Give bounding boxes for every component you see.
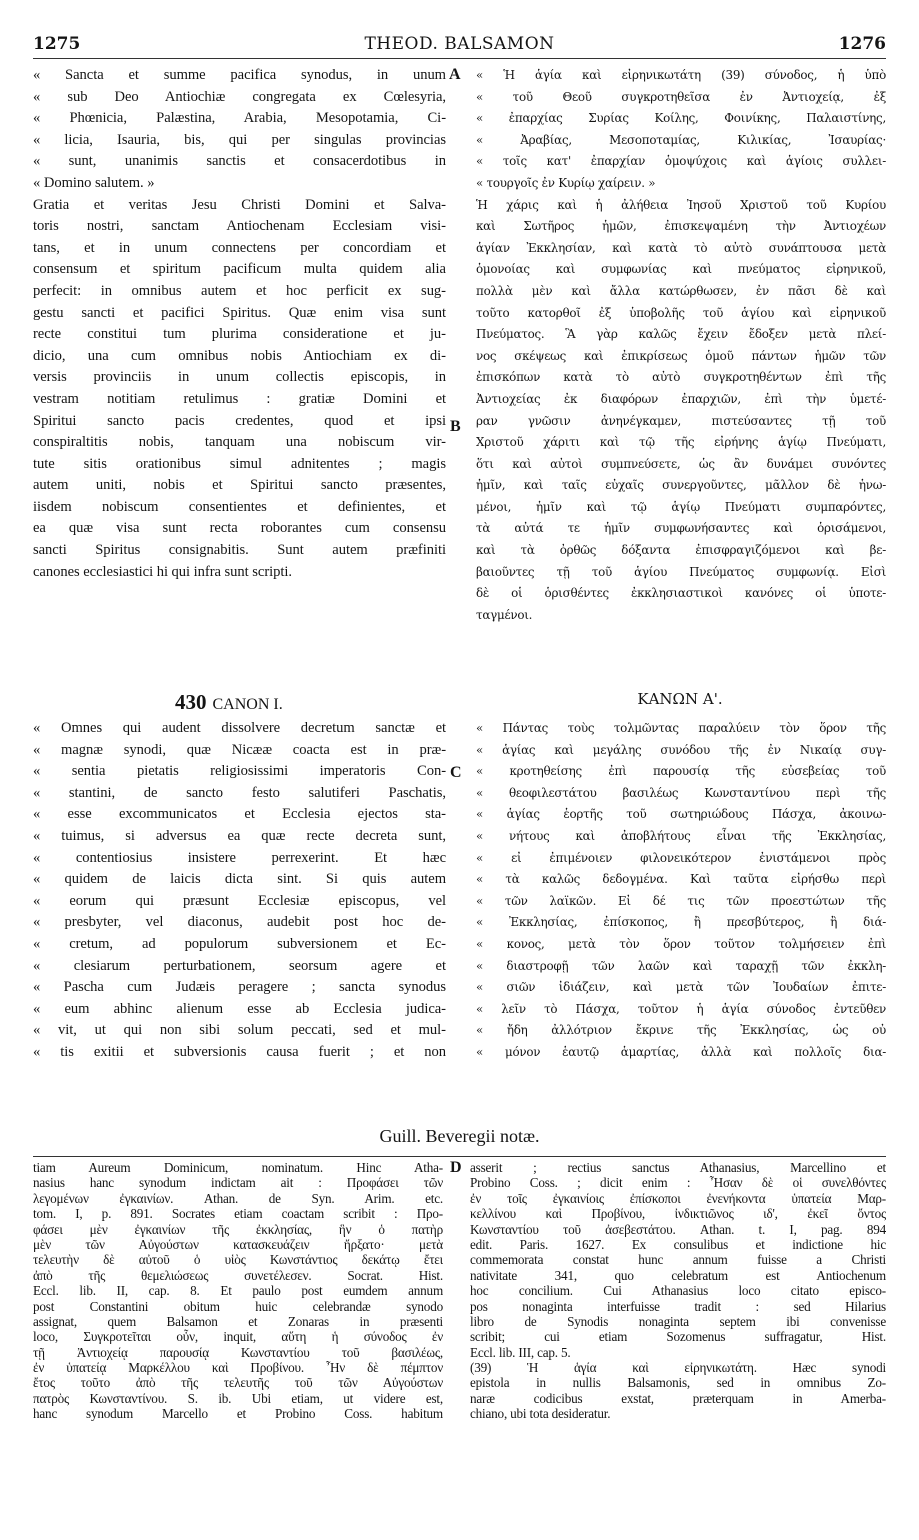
note-line: πατρὸς Κωνσταντίνου. S. ib. Ubi etiam, ut videre est, [33,1390,443,1406]
note-line: chiano, ubi tota desideratur. [470,1406,611,1422]
greek-canon-line: « θεοφιλεστάτου βασιλέως Κωνσταντίνου περὶ τῆς [476,785,886,800]
latin-canon-line: « stantini, de sancto festo salutiferi Paschatis, [33,784,446,801]
page-number-left: 1275 [33,34,81,54]
latin-line: tute sitis orationibus simul adnitentes ; magis [33,455,446,472]
margin-letter-c: C [450,764,462,781]
note-line: scribit; cui etiam Sozomenus suffragatur, Hist. [470,1329,886,1345]
greek-line: ραν γνῶσιν ἀνηνέγκαμεν, πιστεύσαντες τῇ τοῦ [476,413,886,428]
page-number-right: 1276 [838,34,886,54]
greek-canon-line: « τὰ καλῶς δεδογμένα. Καὶ ταῦτα εἰρήσθω περὶ [476,872,886,887]
greek-line: καὶ Σωτῆρος ἡμῶν, ἐπισκεψαμένη τὴν Ἀντιοχέων [476,219,886,234]
notes-rule [33,1156,886,1157]
note-line: loco, Συγκροτεῖται οὖν, inquit, αὕτη ἡ σύνοδος ἐν [33,1329,443,1345]
latin-line: ea quæ visa sunt recta roborantes cum consensu [33,520,446,537]
margin-letter-a: A [449,66,461,83]
latin-line: Gratia et veritas Jesu Christi Domini et Salva- [33,196,446,213]
greek-line: μένοι, ἡμῖν καὶ τῷ ἁγίῳ Πνεύματι συμπαρόντες, [476,499,886,514]
latin-line: « sunt, unanimis sanctis et consacerdotibus in [33,153,446,170]
note-line: Κωνσταντίου τοῦ ἀσεβεστάτου. Athan. t. I, pag. 894 [470,1221,886,1237]
latin-canon-line: « tis exitii et subversionis causa fuerit ; et non [33,1043,446,1060]
latin-line: tans, et in unum connectens per concordiam et [33,239,446,256]
latin-line: toris nostri, sanctam Antiochenam Ecclesiam visi- [33,218,446,235]
greek-letter-text [476,65,886,626]
latin-canon-text [33,718,446,1064]
notes-left-column [33,1160,443,1422]
canon-heading-greek: ΚΑΝΩΝ Α'. [637,690,723,708]
latin-canon-line: « contentiosius insistere perrexerint. Et hæc [33,849,446,866]
greek-line: Πνεύματος. Ἃ γὰρ καλῶς ἔχειν ἔδοξεν μετὰ πλεί- [476,327,886,342]
latin-canon-line: « eum abhinc alienum esse ab Ecclesia judica- [33,1000,446,1017]
greek-canon-line: « Ἐκκλησίας, ἐπίσκοπος, ἢ πρεσβύτερος, ἢ διά- [476,915,886,930]
greek-line: τὰ αὐτά τε ἡμῖν συμφωνήσαντες καὶ ὁρισάμενοι, [476,521,886,536]
greek-line: ὅτι καὶ αὐτοὶ συμπνεύσετε, ὡς ἂν δυνάμει συνόντες [476,456,886,471]
latin-line: conspiraltitis nobis, tanquam una nobiscum vir- [33,434,446,451]
note-line: μὲν τῶν Αὐγούστων κατασκευάζειν ἤρξατο· μετὰ [33,1236,443,1252]
note-line: Eccl. lib. III, cap. 5. [470,1344,571,1360]
latin-canon-line: « esse excommunicatos et Ecclesia ejectos sta- [33,806,446,823]
note-line: edit. Paris. 1627. Ex consulibus et indictione hic [470,1236,886,1252]
note-line: naræ codicibus exstat, præterquam in Amerba- [470,1390,886,1406]
note-line: κελλίνου καὶ Προβίνου, ἰνδικτιῶνος ιδ', ἐκεῖ ὄντος [470,1206,886,1222]
greek-line: Ἀντιοχείας ἐκ διαφόρων ἐπαρχιῶν, ἐπὶ τὴν ὑμετέ- [476,391,886,406]
latin-line: sancti Spiritus consignabitis. Sunt autem præfiniti [33,542,446,559]
note-line: tom. I, p. 891. Socrates etiam coactam scribit : Προ- [33,1206,443,1222]
notes-right-column [470,1160,886,1422]
greek-line: Ἡ χάρις καὶ ἡ ἀλήθεια Ἰησοῦ Χριστοῦ τοῦ Κυρίου [476,197,886,212]
greek-canon-line: « διαστροφῇ τῶν λαῶν καὶ ταραχῇ τῶν ἐκκλη- [476,958,886,973]
greek-canon-line: « ἁγίας καὶ μεγάλης συνόδου τῆς ἐν Νικαίᾳ συγ- [476,742,886,757]
latin-line: gestu sancti et pacifici Spiritus. Quæ enim visa sunt [33,304,446,321]
greek-line: ὁμονοίας καὶ συμφωνίας καὶ πνεύματος εἰρηνικοῦ, [476,262,886,277]
greek-line: « ἐπαρχίας Συρίας Κοίλης, Φοινίκης, Παλαιστίνης, [476,111,886,126]
latin-line: recte constitui tum plurima consideratione et ju- [33,326,446,343]
marginal-number: 430 [175,690,207,714]
note-line: ἐν ὑπατείᾳ Μαρκέλλου καὶ Προβίνου. Ἦν δὲ πέμπτον [33,1360,443,1376]
note-line: ἔτος τοῦτο ἀπὸ τῆς τελευτῆς τοῦ τῶν Αὐγούστων [33,1375,443,1391]
notes-title: Guill. Beveregii notæ. [379,1126,540,1146]
latin-canon-line: « sentia pietatis religiosissimi imperatoris Con- [33,763,446,780]
greek-line: « Ἡ ἁγία καὶ εἰρηνικωτάτη (39) σύνοδος, ἡ ὑπὸ [476,68,886,82]
margin-letter-b: B [450,418,461,435]
greek-line: ἡμῖν, καὶ ταῖς εὐχαῖς συνεργοῦντες, μᾶλλον δὲ ἡνω- [476,478,886,493]
greek-line: « τουργοῖς ἐν Κυρίῳ χαίρειν. » [476,175,656,190]
note-line: nativitate 341, quo celebratum est Antiochenum [470,1267,886,1283]
latin-line: « licia, Isauria, bis, qui per singulas provincias [33,131,446,148]
latin-line: dicio, una cum omnibus nobis Antiochiam ex di- [33,347,446,364]
latin-letter-text [33,65,446,583]
note-line: λεγομένων ἐγκαινίων. Athan. de Syn. Arim. etc. [33,1190,443,1206]
greek-line: νος σκέψεως καὶ ἐπικρίσεως ὁμοῦ πάντων ἡμῶν τῶν [476,348,886,363]
note-line: τῇ Ἀντιοχείᾳ παρουσίᾳ Κωνσταντίου τοῦ βασιλέως, [33,1344,443,1360]
note-line: Eccl. lib. II, cap. 8. Et paulo post eumdem annum [33,1283,443,1299]
greek-line: ἐπισκόπων κατὰ τὸ αὐτὸ συγκροτηθέντων ἐπὶ τῆς [476,370,886,385]
greek-canon-text [476,718,886,1064]
note-line: hoc concilium. Cui Athanasius loco citato episco- [470,1283,886,1299]
latin-line: versis provinciis in unum collectis episcopis, in [33,369,446,386]
canon-title-latin: CANON I. [212,696,283,713]
latin-line: consensum et spiritum pacificum multa quidem alia [33,261,446,278]
greek-line: ἁγίαν Ἐκκλησίαν, καὶ κατὰ τὸ αὐτὸ συνάπτουσα μετὰ [476,240,886,255]
latin-canon-line: « clesiarum perturbationem, seorsum agere et [33,957,446,974]
latin-canon-line: « presbyter, vel diaconus, audebit post hoc de- [33,914,446,931]
note-line: epistola in nullis Balsamonis, sed in omnibus Zo- [470,1375,886,1391]
note-line: hanc synodum Marcello et Probino Coss. habitum [33,1406,443,1422]
note-line: nasius hanc synodum indictam ait : Προφάσει τῶν [33,1175,443,1191]
note-line: τελευτὴν δὲ αὐτοῦ ὁ υἱὸς Κωνστάντιος δεκάτῳ ἔτει [33,1252,443,1268]
latin-line: perfecit: in omnibus autem et hoc perficit ex sug- [33,282,446,299]
latin-line: autem uniti, nobis et Spiritui sancto præsentes, [33,477,446,494]
greek-line: « τοῖς κατ' ἐπαρχίαν ὁμοψύχοις καὶ ἁγίοις συλλει- [476,154,886,169]
greek-canon-line: « Πάντας τοὺς τολμῶντας παραλύειν τὸν ὅρον τῆς [476,721,886,735]
greek-line: καὶ τὰ ὀρθῶς δόξαντα ἐπισφραγιζόμενοι καὶ βε- [476,543,886,558]
greek-line: πολλὰ μὲν καὶ ἄλλα κατώρθωσεν, ἐν πᾶσι δὲ καὶ [476,283,886,298]
greek-line: δὲ οἱ ὁρισθέντες ἐκκλησιαστικοὶ κανόνες οἱ ὑποτε- [476,586,886,601]
latin-line: « Sancta et summe pacifica synodus, in unum [33,67,446,83]
latin-line: « Phœnicia, Palæstina, Arabia, Mesopotamia, Ci- [33,110,446,127]
greek-canon-line: « λεῖν τὸ Πάσχα, τοῦτον ἡ ἁγία σύνοδος ἐντεῦθεν [476,1001,886,1016]
note-line: pos nonaginta interfuisse tradit : sed Hilarius [470,1298,886,1314]
note-line: post Constantini obitum huic celebrandæ synodo [33,1298,443,1314]
note-line: assignat, quem Balsamon et Zonaras in præsenti [33,1313,443,1329]
latin-line: Spiritui sancto pacis credentes, quod et ipsi [33,412,446,429]
latin-canon-line: « quidem de laicis dicta sint. Si quis autem [33,871,446,888]
header-rule [33,58,886,59]
note-line: (39) Ἡ ἁγία καὶ εἰρηνικωτάτη. Hæc synodi [470,1360,886,1376]
greek-line: « τοῦ Θεοῦ συγκροτηθεῖσα ἐν Ἀντιοχείᾳ, ἐξ [476,89,886,104]
note-line: tiam Aureum Dominicum, nominatum. Hinc Atha- [33,1160,443,1175]
latin-line: « sub Deo Antiochiæ congregata ex Cœlesyria, [33,88,446,105]
latin-canon-line: « Pascha cum Judæis peragere ; sancta synodus [33,979,446,996]
latin-line: iisdem nobiscum consentientes et definientes, et [33,498,446,515]
note-line: φάσει μὲν ἐγκαινίων τῆς ἐκκλησίας, ἣν ὁ πατὴρ [33,1221,443,1237]
greek-line: ταγμένοι. [476,607,533,622]
greek-canon-line: « ἤδη ἀλλότριον ἔκρινε τῆς Ἐκκλησίας, ὡς οὐ [476,1023,886,1038]
note-line: commemorata constat hunc annum fuisse a Christi [470,1252,886,1268]
greek-canon-line: « ἁγίας ἑορτῆς τοῦ σωτηριώδους Πάσχα, ἀκοινω- [476,807,886,822]
note-line: asserit ; rectius sanctus Athanasius, Marcellino et [470,1160,886,1175]
greek-line: βαιοῦντες τῇ τοῦ ἁγίου Πνεύματος συμφωνίᾳ. Εἰσὶ [476,564,886,579]
latin-canon-line: « cretum, ad populorum subversionem et Ec- [33,935,446,952]
greek-canon-line: « νήτους καὶ ἀποβλήτους εἶναι τῆς Ἐκκλησίας, [476,828,886,843]
greek-line: « Ἀραβίας, Μεσοποταμίας, Κιλικίας, Ἰσαυρίας· [476,132,886,147]
greek-canon-line: « κροτηθείσης ἐπὶ παρουσίᾳ τῆς εὐσεβείας τοῦ [476,764,886,779]
canon-heading-latin [175,690,283,715]
latin-line: canones ecclesiastici hi qui infra sunt scripti. [33,563,292,580]
latin-canon-line: « Omnes qui audent dissolvere decretum sanctæ et [33,720,446,736]
greek-canon-line: « τῶν λαϊκῶν. Εἰ δέ τις τῶν προεστώτων τῆς [476,893,886,908]
latin-canon-line: « vit, ut qui non sibi solum peccati, sed et mul- [33,1022,446,1039]
running-title: THEOD. BALSAMON [364,34,555,54]
latin-canon-line: « eorum qui præsunt Ecclesiæ episcopus, vel [33,892,446,909]
latin-canon-line: « tuimus, si adversus ea quæ recte decreta sunt, [33,827,446,844]
latin-line: vestram notitiam retulimus : gratiæ Domini et [33,390,446,407]
margin-letter-d: D [450,1159,462,1176]
greek-canon-line: « μόνον ἑαυτῷ ἁμαρτίας, ἀλλὰ καὶ πολλοῖς δια- [476,1044,886,1059]
greek-line: τοῦτο κατορθοῖ ἐξ ὑποβολῆς τοῦ ἁγίου καὶ εἰρηνικοῦ [476,305,886,320]
latin-canon-line: « magnæ synodi, quæ Nicææ coacta est in præ- [33,741,446,758]
note-line: libro de Synodis nonaginta septem ibi convenisse [470,1313,886,1329]
note-line: Probino Coss. ; dicit enim : Ἦσαν δὲ οἱ συνελθόντες [470,1175,886,1191]
greek-canon-line: « εἰ ἐπιμένοιεν φιλονεικότερον ἐνιστάμενοι πρὸς [476,850,886,865]
greek-line: Χριστοῦ χάριτι καὶ τῷ τῆς εἰρήνης ἁγίῳ Πνεύματι, [476,435,886,450]
latin-line: « Domino salutem. » [33,174,155,191]
greek-canon-line: « κονος, μετὰ τὸν ὅρον τοῦτον τολμήσειεν ἐπὶ [476,936,886,951]
note-line: ἀπὸ τῆς θεμελιώσεως συνετέλεσεν. Socrat. Hist. [33,1267,443,1283]
note-line: ἐν τοῖς ἐγκαινίοις ἐπίσκοποι ἐνενήκοντα ὑπατεία Μαρ- [470,1190,886,1206]
greek-canon-line: « σιῶν ἰδιάζειν, καὶ μετὰ τῶν Ἰουδαίων ἐπιτε- [476,980,886,995]
